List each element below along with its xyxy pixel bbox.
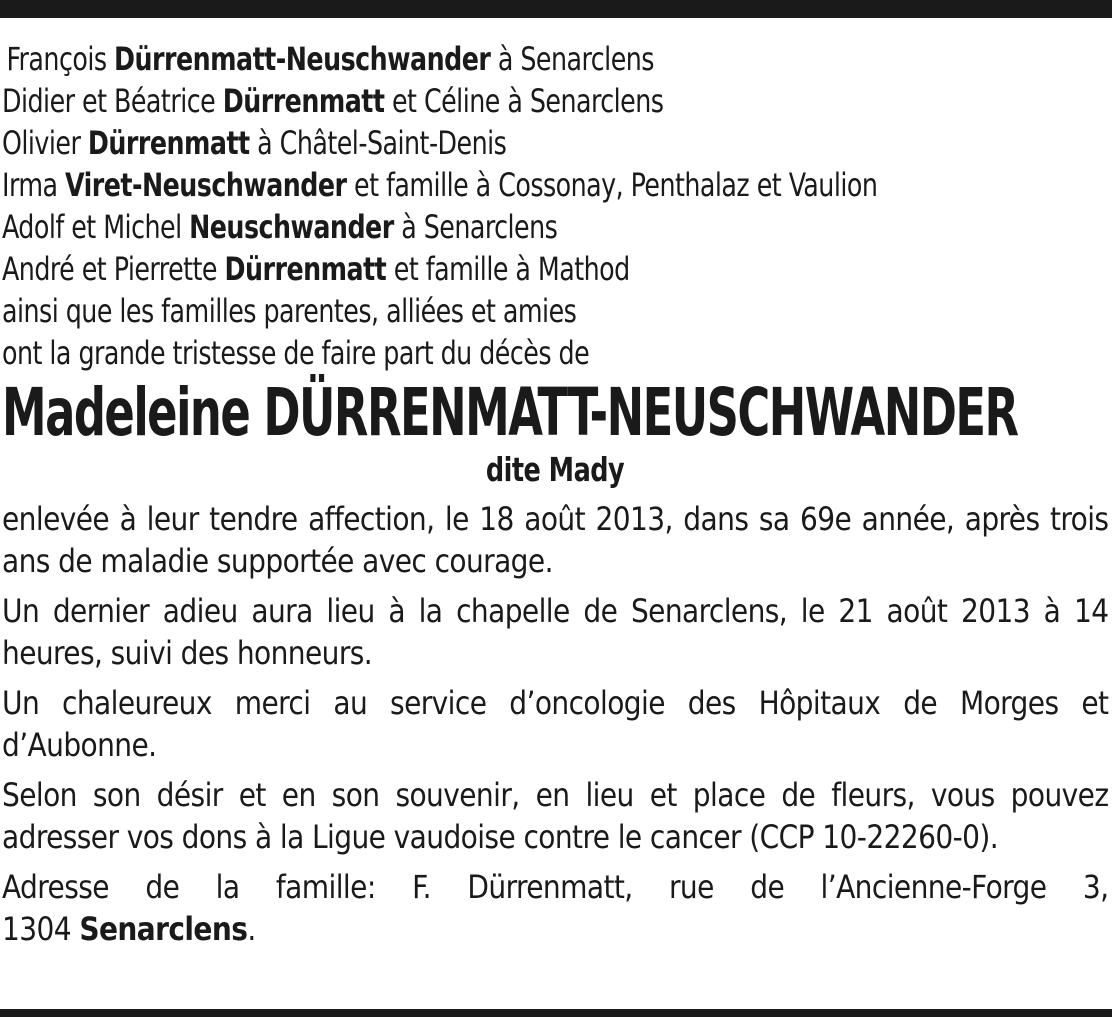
family-list: [2, 38, 1108, 374]
notice-body: [2, 492, 1108, 950]
family-line: Didier et Béatrice Dürrenmatt et Céline à Senarclens: [2, 82, 664, 120]
top-rule: [0, 0, 1112, 18]
address-line: Adresse de la famille: F. Dürrenmatt, rue de l’Ancienne-Forge 3,: [2, 868, 1109, 906]
family-line: François Dürrenmatt-Neuschwander à Senarclens: [6, 40, 654, 78]
family-line: Adolf et Michel Neuschwander à Senarclens: [2, 208, 558, 246]
notice-paragraph: Un chaleureux merci au service d’oncologie des Hôpitaux de Morges et d’Aubonne.: [2, 684, 1109, 764]
notice-paragraph: Selon son désir et en son souvenir, en lieu et place de fleurs, vous pouvez adresser vos dons à la Ligue vaudoise contre le cancer (CCP 10-22260-0).: [2, 776, 1109, 856]
obituary-notice: [2, 38, 1108, 950]
address-town: Senarclens: [79, 910, 248, 948]
family-line: Olivier Dürrenmatt à Châtel-Saint-Denis: [2, 124, 507, 162]
bottom-rule: [0, 1009, 1112, 1017]
family-line: André et Pierrette Dürrenmatt et famille à Mathod: [2, 250, 630, 288]
notice-paragraph: Un dernier adieu aura lieu à la chapelle de Senarclens, le 21 août 2013 à 14 heures, suivi des honneurs.: [2, 592, 1109, 672]
family-address: [2, 866, 1108, 950]
address-town-line: 1304 Senarclens.: [2, 910, 256, 948]
deceased-nickname: dite Mady: [485, 450, 625, 489]
family-line: ont la grande tristesse de faire part du décès de: [2, 334, 590, 372]
deceased-name: Madeleine DÜRRENMATT-NEUSCHWANDER: [2, 374, 1018, 451]
family-line: ainsi que les familles parentes, alliées et amies: [2, 292, 577, 330]
notice-paragraph: enlevée à leur tendre affection, le 18 août 2013, dans sa 69e année, après trois ans de maladie supportée avec courage.: [2, 500, 1109, 580]
family-line: Irma Viret-Neuschwander et famille à Cossonay, Penthalaz et Vaulion: [2, 166, 878, 204]
